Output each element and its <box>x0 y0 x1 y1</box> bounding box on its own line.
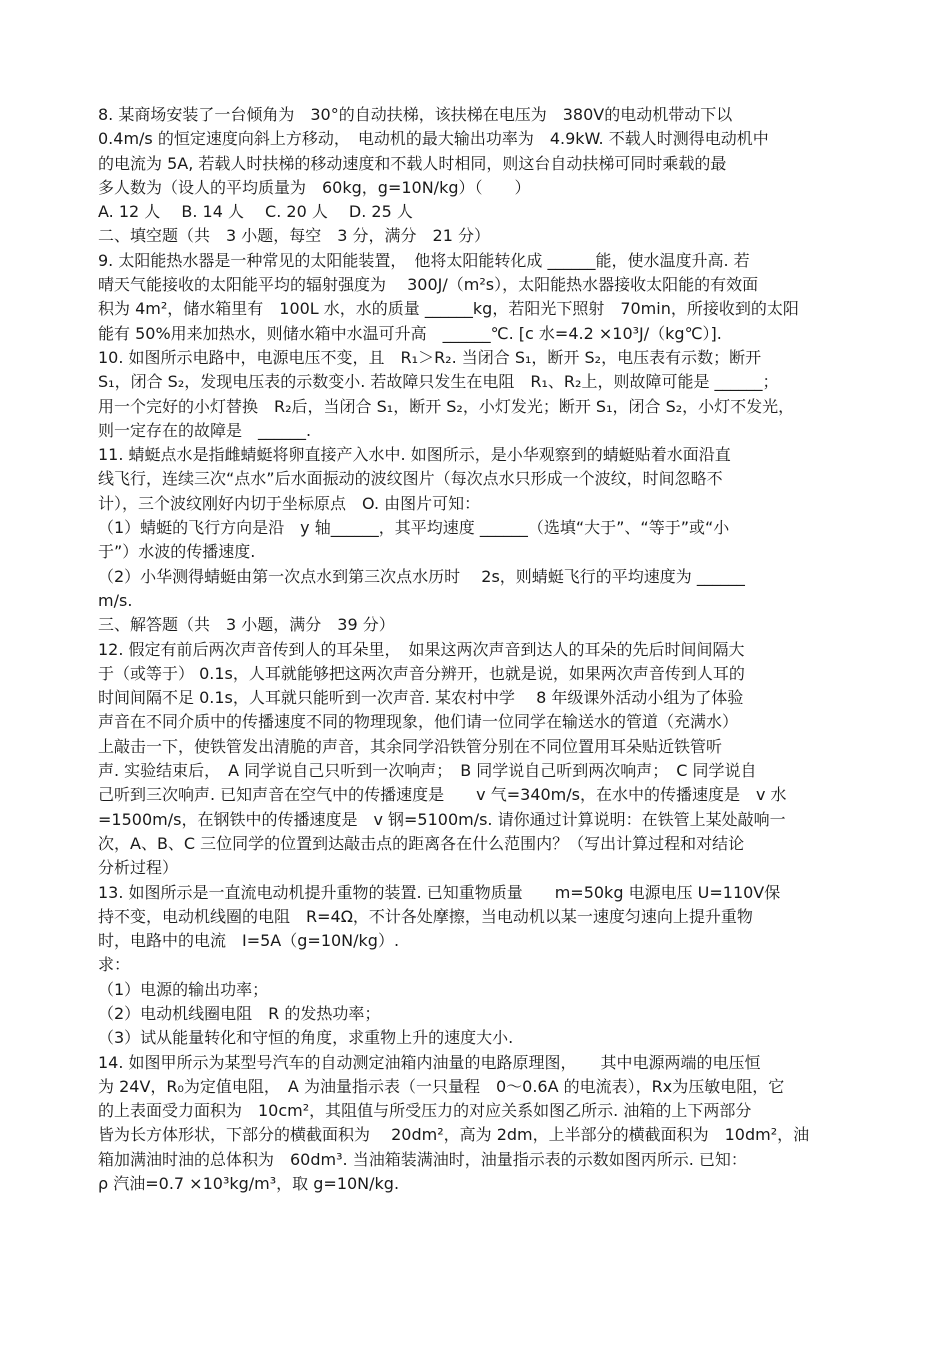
text-line: 声音在不同介质中的传播速度不同的物理现象，他们请一位同学在输送水的管道（充满水） <box>98 712 739 732</box>
text-line: 12. 假定有前后两次声音传到人的耳朵里， 如果这两次声音到达人的耳朵的先后时间间隔大 <box>98 639 745 659</box>
text-line: 10. 如图所示电路中，电源电压不变，且 R₁＞R₂. 当闭合 S₁，断开 S₂，电压表有示数；断开 <box>98 347 762 367</box>
text-line: =1500m/s，在钢铁中的传播速度是 v 钢=5100m/s. 请你通过计算说明：在铁管上某处敲响一 <box>98 809 786 829</box>
document-body <box>98 103 868 1196</box>
section-heading: 三、解答题（共 3 小题，满分 39 分） <box>98 615 395 635</box>
text-line: 声. 实验结束后， A 同学说自己只听到一次响声； B 同学说自己听到两次响声； C 同学说自 <box>98 761 757 781</box>
text-line: （2）电动机线圈电阻 R 的发热功率； <box>98 1003 381 1023</box>
text-line: （1）蜻蜓的飞行方向是沿 y 轴______，其平均速度 ______（选填“大于”、“等于”或“小 <box>98 518 730 538</box>
text-line: 求： <box>98 955 131 975</box>
text-line: 11. 蜻蜓点水是指雌蜻蜓将卵直接产入水中. 如图所示，是小华观察到的蜻蜓贴着水面沿直 <box>98 445 731 465</box>
text-line: 计），三个波纹刚好内切于坐标原点 O. 由图片可知： <box>98 493 481 513</box>
text-line: 13. 如图所示是一直流电动机提升重物的装置. 已知重物质量 m=50kg 电源电压 U=110V保 <box>98 882 781 902</box>
text-line: 为 24V，R₀为定值电阻， A 为油量指示表（一只量程 0～0.6A 的电流表），Rx为压敏电阻，它 <box>98 1076 785 1096</box>
text-line: 多人数为（设人的平均质量为 60kg，g=10N/kg）（ ） <box>98 177 531 197</box>
text-line: 晴天气能接收的太阳能平均的辐射强度为 300J/（m²s），太阳能热水器接收太阳能的有效面 <box>98 275 759 295</box>
text-line: 于（或等于） 0.1s，人耳就能够把这两次声音分辨开，也就是说，如果两次声音传到人耳的 <box>98 663 745 683</box>
text-line: 上敲击一下，使铁管发出清脆的声音，其余同学沿铁管分别在不同位置用耳朵贴近铁管听 <box>98 736 723 756</box>
text-line: 积为 4m²，储水箱里有 100L 水，水的质量 ______kg，若阳光下照射 70min，所接收到的太阳 <box>98 299 799 319</box>
text-line: 用一个完好的小灯替换 R₂后，当闭合 S₁，断开 S₂，小灯发光；断开 S₁，闭合 S₂，小灯不发光， <box>98 396 795 416</box>
text-line: S₁，闭合 S₂，发现电压表的示数变小. 若故障只发生在电阻 R₁、R₂上，则故障可能是 ______； <box>98 372 779 392</box>
text-line: m/s. <box>98 590 133 610</box>
text-line: 时，电路中的电流 I=5A（g=10N/kg）. <box>98 931 400 951</box>
text-line: 8. 某商场安装了一台倾角为 30°的自动扶梯，该扶梯在电压为 380V的电动机带动下以 <box>98 105 733 124</box>
text-line: 于”）水波的传播速度. <box>98 542 256 562</box>
text-line: ρ 汽油=0.7 ×10³kg/m³，取 g=10N/kg. <box>98 1174 400 1194</box>
text-line: （1）电源的输出功率； <box>98 979 269 999</box>
text-line: 则一定存在的故障是 ______. <box>98 420 312 440</box>
answer-options: A. 12 人 B. 14 人 C. 20 人 D. 25 人 <box>98 202 413 222</box>
text-line: 分析过程） <box>98 858 179 878</box>
text-line: （2）小华测得蜻蜓由第一次点水到第三次点水历时 2s，则蜻蜓飞行的平均速度为 ______ <box>98 566 745 586</box>
text-line: （3）试从能量转化和守恒的角度，求重物上升的速度大小. <box>98 1028 514 1048</box>
text-line: 能有 50%用来加热水，则储水箱中水温可升高 ______℃. [c 水=4.2 ×10³J/（kg℃）]. <box>98 323 722 343</box>
text-line: 的上表面受力面积为 10cm²，其阻值与所受压力的对应关系如图乙所示. 油箱的上下两部分 <box>98 1101 752 1121</box>
text-line: 0.4m/s 的恒定速度向斜上方移动， 电动机的最大输出功率为 4.9kW. 不载人时测得电动机中 <box>98 129 769 149</box>
text-line: 9. 太阳能热水器是一种常见的太阳能装置， 他将太阳能转化成 ______能，使水温度升高. 若 <box>98 250 750 270</box>
text-line: 箱加满油时油的总体积为 60dm³. 当油箱装满油时，油量指示表的示数如图丙所示. 已知： <box>98 1149 747 1169</box>
text-line: 14. 如图甲所示为某型号汽车的自动测定油箱内油量的电路原理图， 其中电源两端的电压恒 <box>98 1052 761 1072</box>
text-line: 线飞行，连续三次“点水”后水面振动的波纹图片（每次点水只形成一个波纹，时间忽略不 <box>98 469 723 489</box>
text-line: 皆为长方体形状，下部分的横截面积为 20dm²，高为 2dm，上半部分的横截面积为 10dm²，油 <box>98 1125 810 1145</box>
text-line: 持不变，电动机线圈的电阻 R=4Ω，不计各处摩擦，当电动机以某一速度匀速向上提升重物 <box>98 906 753 926</box>
text-line: 时间间隔不足 0.1s，人耳就只能听到一次声音. 某农村中学 8 年级课外活动小组为了体验 <box>98 688 744 708</box>
text-line: 的电流为 5A, 若载人时扶梯的移动速度和不载人时相同，则这台自动扶梯可同时乘载的最 <box>98 153 727 173</box>
text-line: 己听到三次响声. 已知声音在空气中的传播速度是 v 气=340m/s，在水中的传播速度是 v 水 <box>98 785 787 805</box>
text-line: 次，A、B、C 三位同学的位置到达敲击点的距离各在什么范围内？（写出计算过程和对结论 <box>98 833 745 853</box>
section-heading: 二、填空题（共 3 小题，每空 3 分，满分 21 分） <box>98 226 490 246</box>
